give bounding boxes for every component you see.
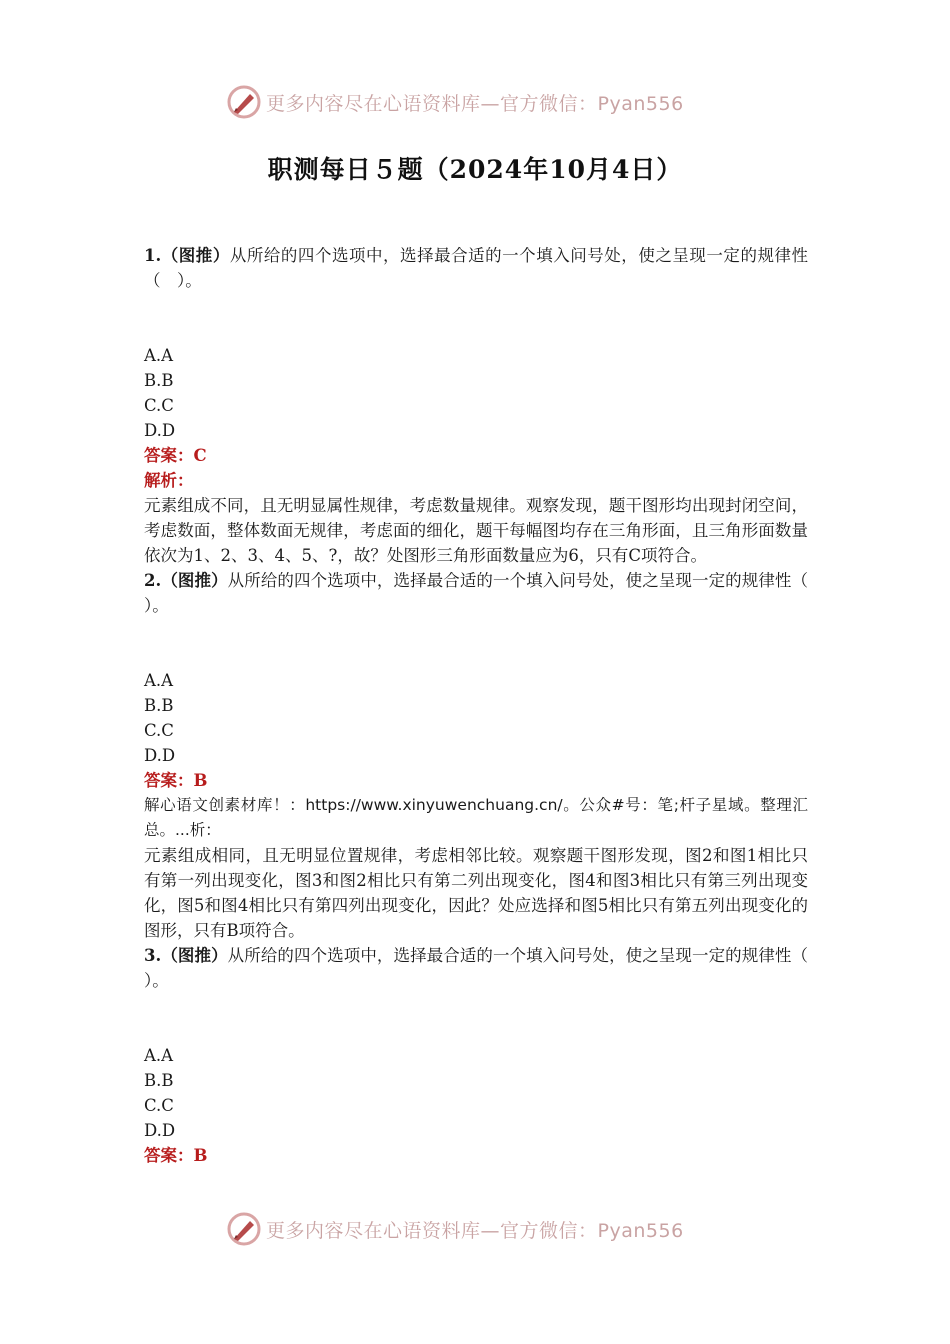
option-d: D.D xyxy=(144,1121,176,1140)
question-number: 2. xyxy=(144,571,162,590)
option-b: B.B xyxy=(144,371,174,390)
pen-logo-icon xyxy=(226,84,262,120)
answer-line xyxy=(144,443,808,468)
option-c: C.C xyxy=(144,1096,174,1115)
answer-label: 答案： xyxy=(144,771,194,790)
answer-line xyxy=(144,768,808,793)
answer-value: C xyxy=(193,446,207,465)
option-b: B.B xyxy=(144,1071,174,1090)
question-number: 1. xyxy=(144,246,162,265)
watermark-line: 解心语文创素材库！：https://www.xinyuwenchuang.cn/。公众#号：笔;杆子星域。整理汇总。...析： xyxy=(144,796,808,839)
banner-text: 更多内容尽在心语资料库—官方微信：Pyan556 xyxy=(266,92,684,115)
option-d: D.D xyxy=(144,746,176,765)
option-d: D.D xyxy=(144,421,176,440)
option-a: A.A xyxy=(144,346,174,365)
page-title: 职测每日５题（2024年10月4日） xyxy=(267,155,683,184)
analysis-label: 解析： xyxy=(144,471,194,490)
header-banner xyxy=(226,82,684,122)
document-body xyxy=(144,243,808,1168)
figure-placeholder xyxy=(144,293,808,343)
banner-text: 更多内容尽在心语资料库—官方微信：Pyan556 xyxy=(266,1219,684,1242)
question-3-stem xyxy=(144,943,808,993)
question-2-stem xyxy=(144,568,808,618)
answer-label: 答案： xyxy=(144,1146,194,1165)
answer-value: B xyxy=(193,1146,208,1165)
option-c: C.C xyxy=(144,396,174,415)
footer-banner xyxy=(226,1209,684,1249)
question-text: 从所给的四个选项中，选择最合适的一个填入问号处，使之呈现一定的规律性（ ）。 xyxy=(144,246,809,290)
question-text: 从所给的四个选项中，选择最合适的一个填入问号处，使之呈现一定的规律性（ ）。 xyxy=(144,571,809,615)
option-c: C.C xyxy=(144,721,174,740)
figure-placeholder xyxy=(144,618,808,668)
question-tag: （图推） xyxy=(161,946,228,965)
figure-placeholder xyxy=(144,993,808,1043)
answer-value: B xyxy=(193,771,208,790)
option-a: A.A xyxy=(144,671,174,690)
question-1-stem xyxy=(144,243,808,293)
question-tag: （图推） xyxy=(161,571,228,590)
question-tag: （图推） xyxy=(161,246,230,265)
analysis-text: 元素组成不同，且无明显属性规律，考虑数量规律。观察发现，题干图形均出现封闭空间，考虑数面，整体数面无规律，考虑面的细化，题干每幅图均存在三角形面，且三角形面数量依次为1、2、3、4、5、?，故？处图形三角形面数量应为6，只有C项符合。 xyxy=(144,496,808,565)
question-text: 从所给的四个选项中，选择最合适的一个填入问号处，使之呈现一定的规律性（ ）。 xyxy=(144,946,809,990)
answer-line xyxy=(144,1143,808,1168)
option-a: A.A xyxy=(144,1046,174,1065)
pen-logo-icon xyxy=(226,1211,262,1247)
answer-label: 答案： xyxy=(144,446,194,465)
option-b: B.B xyxy=(144,696,174,715)
question-number: 3. xyxy=(144,946,162,965)
analysis-text: 元素组成相同，且无明显位置规律，考虑相邻比较。观察题干图形发现，图2和图1相比只有第一列出现变化，图3和图2相比只有第二列出现变化，图4和图3相比只有第三列出现变化，图5和图4相比只有第四列出现变化，因此？处应选择和图5相比只有第五列出现变化的图形，只有B项符合。 xyxy=(144,846,808,940)
